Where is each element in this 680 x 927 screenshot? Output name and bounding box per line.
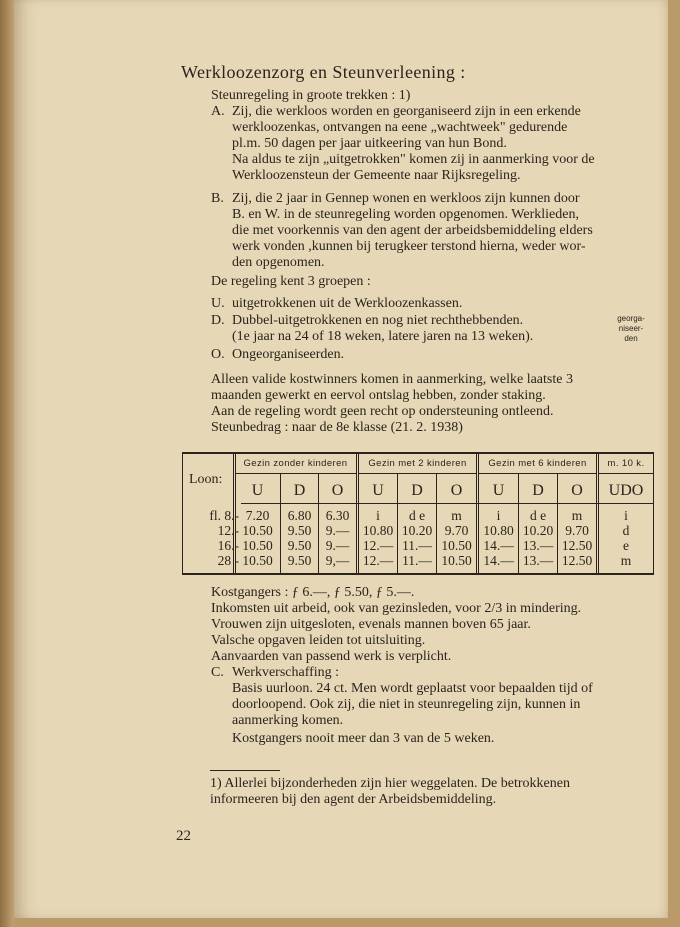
section-a-line: Na aldus te zijn „uitgetrokken" komen zij in aanmerking voor de bbox=[232, 152, 595, 167]
condition-line: maanden gewerkt en eervol ontslag hebben, zonder staking. bbox=[211, 388, 546, 403]
section-a-line: Zij, die werkloos worden en georganiseerd zijn in een erkende bbox=[232, 104, 581, 119]
table-cell: d e bbox=[529, 508, 547, 523]
after-table-line: Vrouwen zijn uitgesloten, evenals mannen boven 65 jaar. bbox=[211, 617, 531, 632]
page-number: 22 bbox=[176, 828, 191, 844]
group-header: m. 10 k. bbox=[607, 458, 645, 469]
section-c-line: aanmerking komen. bbox=[232, 713, 344, 728]
table-cell: 12.50 bbox=[561, 538, 593, 553]
section-b-line: den opgenomen. bbox=[232, 255, 325, 270]
footnote-rule bbox=[210, 770, 280, 771]
table-cell: 10.50 bbox=[441, 538, 472, 553]
table-cell: 9.70 bbox=[565, 523, 589, 538]
section-c-line: Kostgangers nooit meer dan 3 van de 5 weken. bbox=[232, 731, 495, 746]
support-table bbox=[182, 452, 654, 575]
after-table-line: Valsche opgaven leiden tot uitsluiting. bbox=[211, 633, 426, 648]
page-title: Werkloozenzorg en Steunverleening : bbox=[181, 62, 466, 82]
section-b-marker: B. bbox=[211, 191, 224, 206]
group-u-text: uitgetrokkenen uit de Werkloozenkassen. bbox=[232, 296, 463, 311]
row-label: 12.- bbox=[217, 523, 239, 538]
table-cell: 14.— bbox=[483, 538, 514, 553]
book-spine bbox=[0, 0, 14, 927]
condition-line: Aan de regeling wordt geen recht op ondersteuning ontleend. bbox=[211, 404, 554, 419]
table-cell: 10.50 bbox=[242, 553, 273, 568]
group-d-marker: D. bbox=[211, 313, 225, 328]
after-table-line: Inkomsten uit arbeid, ook van gezinsleden, voor 2/3 in mindering. bbox=[211, 601, 582, 616]
table-cell: 10.50 bbox=[441, 553, 472, 568]
group-o-marker: O. bbox=[211, 347, 225, 362]
table-cell: 10.80 bbox=[362, 523, 394, 538]
table-cell: 9.— bbox=[325, 523, 350, 538]
table-cell: 11.— bbox=[402, 538, 432, 553]
sub-header: O bbox=[450, 482, 463, 499]
sub-header: U bbox=[492, 482, 505, 499]
sub-header: D bbox=[411, 482, 423, 499]
table-cell: m bbox=[620, 553, 632, 568]
section-a-line: Werkloozensteun der Gemeente naar Rijksregeling. bbox=[232, 168, 521, 183]
table-cell: 10.20 bbox=[401, 523, 433, 538]
sub-header: O bbox=[331, 482, 344, 499]
section-c-heading: Werkverschaffing : bbox=[232, 665, 340, 680]
table-cell: 12.— bbox=[362, 538, 394, 553]
sub-header: U bbox=[251, 482, 264, 499]
table-cell: 10.20 bbox=[522, 523, 554, 538]
intro-line: Steunregeling in groote trekken : 1) bbox=[211, 88, 411, 103]
table-cell: d e bbox=[408, 508, 426, 523]
table-cell: m bbox=[451, 508, 462, 523]
footnote-line: 1) Allerlei bijzonderheden zijn hier weggelaten. De betrokkenen bbox=[210, 776, 570, 791]
row-label: 16.- bbox=[217, 538, 239, 553]
row-label: 28 - bbox=[217, 553, 239, 568]
after-table-line: Kostgangers : ƒ 6.—, ƒ 5.50, ƒ 5.—. bbox=[211, 585, 415, 600]
section-b-line: werk vonden ,kunnen bij terugkeer terstond hierna, weder wor- bbox=[232, 239, 586, 254]
table-cell: 12.— bbox=[362, 553, 394, 568]
table-cell: i bbox=[376, 508, 380, 523]
table-cell: 9,— bbox=[325, 553, 350, 568]
table-cell: i bbox=[496, 508, 501, 523]
row-label: fl. 8.- bbox=[209, 508, 239, 523]
table-cell: 10.50 bbox=[242, 523, 273, 538]
section-b-line: Zij, die 2 jaar in Gennep wonen en werkloos zijn kunnen door bbox=[232, 191, 580, 206]
after-table-line: Aanvaarden van passend werk is verplicht. bbox=[211, 649, 452, 664]
footnote-line: informeeren bij den agent der Arbeidsbemiddeling. bbox=[210, 792, 497, 807]
section-b-line: die met voorkennis van den agent der arbeidsbemiddeling elders bbox=[232, 223, 593, 238]
table-cell: 12.50 bbox=[561, 553, 593, 568]
table-cell: 10.50 bbox=[242, 538, 273, 553]
groups-intro: De regeling kent 3 groepen : bbox=[211, 274, 371, 289]
table-cell: 11.— bbox=[402, 553, 432, 568]
table-cell: 9.70 bbox=[444, 523, 469, 538]
table-cell: 14.— bbox=[483, 553, 514, 568]
table-cell: 13.— bbox=[522, 538, 554, 553]
section-a-line: werkloozenkas, ontvangen na eene „wachtweek" gedurende bbox=[232, 120, 568, 135]
sub-header: O bbox=[571, 482, 583, 499]
table-cell: 6.30 bbox=[325, 508, 350, 523]
section-a-line: pl.m. 50 dagen per jaar uitkeering van hun Bond. bbox=[232, 136, 507, 151]
sub-header: U bbox=[372, 482, 384, 499]
section-c-line: Basis uurloon. 24 ct. Men wordt geplaatst voor bepaalden tijd of bbox=[232, 681, 593, 696]
table-cell: 9.— bbox=[325, 538, 350, 553]
table-cell: 9.50 bbox=[287, 553, 312, 568]
side-note: georga- niseer- den bbox=[617, 314, 645, 343]
table-cell: 9.50 bbox=[287, 523, 312, 538]
table-cell: 13.— bbox=[522, 553, 554, 568]
sub-header: UDO bbox=[608, 482, 644, 499]
section-a-marker: A. bbox=[211, 104, 225, 119]
group-u-marker: U. bbox=[211, 296, 225, 311]
section-b-line: B. en W. in de steunregeling worden opgenomen. Werklieden, bbox=[232, 207, 579, 222]
group-d-note: (1e jaar na 24 of 18 weken, latere jaren na 13 weken). bbox=[232, 329, 534, 344]
sub-header: D bbox=[532, 482, 544, 499]
table-cell: m bbox=[571, 508, 583, 523]
sub-header: D bbox=[293, 482, 306, 499]
table-cell: 6.80 bbox=[287, 508, 312, 523]
table-cell: 10.80 bbox=[483, 523, 514, 538]
condition-line: Alleen valide kostwinners komen in aanmerking, welke laatste 3 bbox=[211, 372, 573, 387]
table-cell: 9.50 bbox=[287, 538, 312, 553]
group-header: Gezin zonder kinderen bbox=[243, 458, 348, 469]
table-cell: e bbox=[623, 538, 629, 553]
section-c-line: doorloopend. Ook zij, die niet in steunregeling zijn, kunnen in bbox=[232, 697, 581, 712]
group-o-text: Ongeorganiseerden. bbox=[232, 347, 345, 362]
group-header: Gezin met 6 kinderen bbox=[488, 458, 587, 469]
group-header: Gezin met 2 kinderen bbox=[368, 458, 467, 469]
table-cell: 7.20 bbox=[245, 508, 270, 523]
table-row-header: Loon: bbox=[189, 472, 223, 487]
section-c-marker: C. bbox=[211, 665, 224, 680]
table-cell: i bbox=[624, 508, 628, 523]
condition-line: Steunbedrag : naar de 8e klasse (21. 2. 1938) bbox=[211, 420, 463, 435]
table-cell: d bbox=[622, 523, 630, 538]
group-d-text: Dubbel-uitgetrokkenen en nog niet rechthebbenden. bbox=[232, 313, 524, 328]
